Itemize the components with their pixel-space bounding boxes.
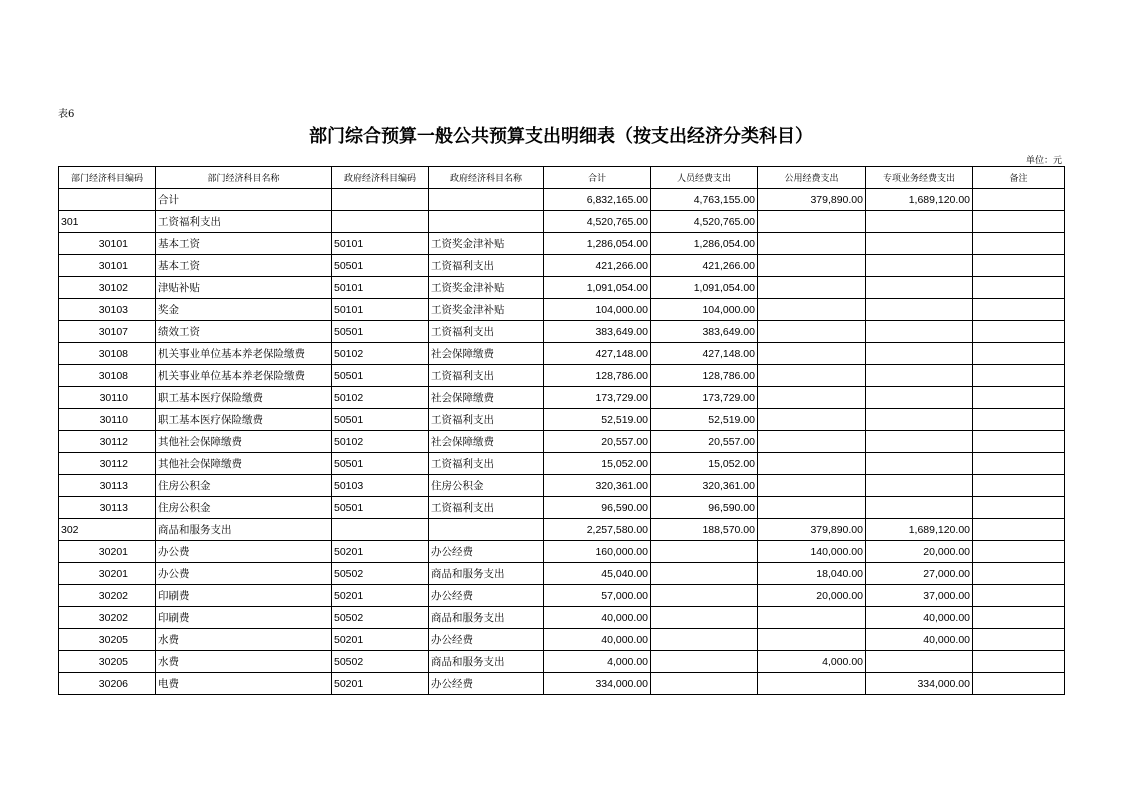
personnel-cell	[651, 607, 758, 629]
gov-code-cell	[332, 211, 429, 233]
personnel-cell	[651, 563, 758, 585]
total-cell: 15,052.00	[544, 453, 651, 475]
dept-name-cell: 合计	[156, 189, 332, 211]
public-cell	[758, 211, 866, 233]
personnel-cell: 96,590.00	[651, 497, 758, 519]
special-cell	[866, 255, 973, 277]
gov-name-cell: 办公经费	[429, 673, 544, 695]
special-cell: 1,689,120.00	[866, 189, 973, 211]
dept-code-cell: 30102	[59, 277, 156, 299]
special-cell	[866, 409, 973, 431]
dept-code-cell: 30110	[59, 387, 156, 409]
gov-code-cell: 50101	[332, 233, 429, 255]
gov-code-cell: 50501	[332, 453, 429, 475]
gov-code-cell: 50101	[332, 277, 429, 299]
column-header: 政府经济科目编码	[332, 167, 429, 189]
dept-code-cell: 30112	[59, 453, 156, 475]
note-cell	[973, 607, 1065, 629]
personnel-cell	[651, 585, 758, 607]
table-row	[59, 607, 1065, 629]
special-cell	[866, 277, 973, 299]
personnel-cell	[651, 541, 758, 563]
table-number: 表6	[58, 109, 75, 120]
gov-name-cell: 办公经费	[429, 629, 544, 651]
gov-code-cell: 50201	[332, 629, 429, 651]
personnel-cell: 421,266.00	[651, 255, 758, 277]
note-cell	[973, 541, 1065, 563]
dept-code-cell: 30205	[59, 651, 156, 673]
gov-name-cell: 工资福利支出	[429, 255, 544, 277]
dept-name-cell: 其他社会保障缴费	[156, 453, 332, 475]
public-cell: 379,890.00	[758, 189, 866, 211]
dept-name-cell: 住房公积金	[156, 475, 332, 497]
personnel-cell	[651, 629, 758, 651]
public-cell	[758, 343, 866, 365]
note-cell	[973, 497, 1065, 519]
column-header: 专项业务经费支出	[866, 167, 973, 189]
gov-code-cell: 50502	[332, 563, 429, 585]
personnel-cell: 1,091,054.00	[651, 277, 758, 299]
table-row	[59, 519, 1065, 541]
gov-code-cell: 50501	[332, 255, 429, 277]
public-cell: 379,890.00	[758, 519, 866, 541]
gov-code-cell	[332, 519, 429, 541]
table-row	[59, 321, 1065, 343]
dept-name-cell: 印刷费	[156, 607, 332, 629]
gov-name-cell: 商品和服务支出	[429, 651, 544, 673]
table-row	[59, 585, 1065, 607]
special-cell	[866, 299, 973, 321]
dept-code-cell: 30112	[59, 431, 156, 453]
total-cell: 57,000.00	[544, 585, 651, 607]
dept-name-cell: 办公费	[156, 563, 332, 585]
total-cell: 20,557.00	[544, 431, 651, 453]
column-header: 公用经费支出	[758, 167, 866, 189]
total-cell: 6,832,165.00	[544, 189, 651, 211]
gov-name-cell: 住房公积金	[429, 475, 544, 497]
public-cell	[758, 629, 866, 651]
personnel-cell: 20,557.00	[651, 431, 758, 453]
gov-name-cell: 工资奖金津补贴	[429, 299, 544, 321]
table-row	[59, 431, 1065, 453]
gov-name-cell: 工资福利支出	[429, 409, 544, 431]
personnel-cell: 173,729.00	[651, 387, 758, 409]
dept-name-cell: 机关事业单位基本养老保险缴费	[156, 365, 332, 387]
table-row	[59, 629, 1065, 651]
dept-code-cell: 30201	[59, 541, 156, 563]
personnel-cell: 128,786.00	[651, 365, 758, 387]
total-cell: 96,590.00	[544, 497, 651, 519]
public-cell	[758, 673, 866, 695]
note-cell	[973, 277, 1065, 299]
dept-name-cell: 工资福利支出	[156, 211, 332, 233]
special-cell: 37,000.00	[866, 585, 973, 607]
public-cell	[758, 607, 866, 629]
dept-code-cell	[59, 189, 156, 211]
gov-name-cell: 社会保障缴费	[429, 387, 544, 409]
gov-name-cell: 商品和服务支出	[429, 607, 544, 629]
public-cell	[758, 321, 866, 343]
special-cell	[866, 233, 973, 255]
note-cell	[973, 585, 1065, 607]
gov-name-cell: 工资奖金津补贴	[429, 233, 544, 255]
column-header: 人员经费支出	[651, 167, 758, 189]
table-row	[59, 541, 1065, 563]
table-row	[59, 673, 1065, 695]
table-row	[59, 255, 1065, 277]
public-cell	[758, 431, 866, 453]
note-cell	[973, 563, 1065, 585]
gov-name-cell	[429, 211, 544, 233]
dept-name-cell: 奖金	[156, 299, 332, 321]
public-cell	[758, 453, 866, 475]
gov-name-cell: 社会保障缴费	[429, 431, 544, 453]
gov-code-cell: 50501	[332, 321, 429, 343]
note-cell	[973, 673, 1065, 695]
page-title: 部门综合预算一般公共预算支出明细表（按支出经济分类科目）	[309, 126, 813, 147]
dept-code-cell: 30107	[59, 321, 156, 343]
unit-label: 单位：元	[1025, 156, 1062, 166]
personnel-cell: 1,286,054.00	[651, 233, 758, 255]
total-cell: 45,040.00	[544, 563, 651, 585]
table-row	[59, 497, 1065, 519]
dept-name-cell: 水费	[156, 651, 332, 673]
special-cell	[866, 321, 973, 343]
table-row	[59, 299, 1065, 321]
dept-name-cell: 商品和服务支出	[156, 519, 332, 541]
public-cell: 140,000.00	[758, 541, 866, 563]
personnel-cell: 15,052.00	[651, 453, 758, 475]
gov-code-cell: 50201	[332, 673, 429, 695]
gov-code-cell: 50103	[332, 475, 429, 497]
dept-code-cell: 30202	[59, 585, 156, 607]
note-cell	[973, 409, 1065, 431]
public-cell	[758, 365, 866, 387]
dept-code-cell: 30110	[59, 409, 156, 431]
public-cell	[758, 255, 866, 277]
total-cell: 160,000.00	[544, 541, 651, 563]
total-cell: 1,286,054.00	[544, 233, 651, 255]
gov-name-cell	[429, 189, 544, 211]
special-cell	[866, 651, 973, 673]
gov-code-cell: 50101	[332, 299, 429, 321]
dept-code-cell: 30205	[59, 629, 156, 651]
special-cell: 20,000.00	[866, 541, 973, 563]
dept-name-cell: 职工基本医疗保险缴费	[156, 387, 332, 409]
note-cell	[973, 211, 1065, 233]
dept-name-cell: 职工基本医疗保险缴费	[156, 409, 332, 431]
column-header: 部门经济科目编码	[59, 167, 156, 189]
dept-code-cell: 301	[59, 211, 156, 233]
gov-code-cell: 50102	[332, 431, 429, 453]
personnel-cell: 188,570.00	[651, 519, 758, 541]
public-cell: 18,040.00	[758, 563, 866, 585]
note-cell	[973, 431, 1065, 453]
table-row	[59, 211, 1065, 233]
note-cell	[973, 189, 1065, 211]
personnel-cell: 52,519.00	[651, 409, 758, 431]
dept-code-cell: 30101	[59, 255, 156, 277]
special-cell: 334,000.00	[866, 673, 973, 695]
gov-name-cell: 工资福利支出	[429, 497, 544, 519]
gov-name-cell: 社会保障缴费	[429, 343, 544, 365]
dept-code-cell: 30101	[59, 233, 156, 255]
personnel-cell: 383,649.00	[651, 321, 758, 343]
column-header: 政府经济科目名称	[429, 167, 544, 189]
public-cell: 20,000.00	[758, 585, 866, 607]
table-row	[59, 343, 1065, 365]
total-cell: 320,361.00	[544, 475, 651, 497]
note-cell	[973, 233, 1065, 255]
total-cell: 427,148.00	[544, 343, 651, 365]
public-cell	[758, 497, 866, 519]
dept-name-cell: 机关事业单位基本养老保险缴费	[156, 343, 332, 365]
special-cell	[866, 497, 973, 519]
public-cell	[758, 409, 866, 431]
gov-name-cell: 办公经费	[429, 585, 544, 607]
gov-code-cell: 50201	[332, 541, 429, 563]
table-row	[59, 189, 1065, 211]
table-row	[59, 233, 1065, 255]
dept-code-cell: 302	[59, 519, 156, 541]
public-cell: 4,000.00	[758, 651, 866, 673]
note-cell	[973, 629, 1065, 651]
total-cell: 4,520,765.00	[544, 211, 651, 233]
special-cell: 40,000.00	[866, 607, 973, 629]
note-cell	[973, 365, 1065, 387]
gov-code-cell: 50502	[332, 651, 429, 673]
dept-name-cell: 绩效工资	[156, 321, 332, 343]
total-cell: 421,266.00	[544, 255, 651, 277]
gov-code-cell: 50102	[332, 343, 429, 365]
special-cell	[866, 475, 973, 497]
total-cell: 2,257,580.00	[544, 519, 651, 541]
dept-code-cell: 30201	[59, 563, 156, 585]
gov-name-cell: 办公经费	[429, 541, 544, 563]
gov-code-cell: 50501	[332, 365, 429, 387]
table-row	[59, 475, 1065, 497]
gov-name-cell: 工资奖金津补贴	[429, 277, 544, 299]
special-cell	[866, 365, 973, 387]
dept-code-cell: 30202	[59, 607, 156, 629]
special-cell	[866, 453, 973, 475]
total-cell: 104,000.00	[544, 299, 651, 321]
total-cell: 383,649.00	[544, 321, 651, 343]
total-cell: 1,091,054.00	[544, 277, 651, 299]
column-header: 合计	[544, 167, 651, 189]
header-row	[59, 167, 1065, 189]
note-cell	[973, 453, 1065, 475]
column-header: 部门经济科目名称	[156, 167, 332, 189]
gov-name-cell: 工资福利支出	[429, 365, 544, 387]
gov-code-cell: 50201	[332, 585, 429, 607]
dept-name-cell: 办公费	[156, 541, 332, 563]
dept-code-cell: 30108	[59, 365, 156, 387]
total-cell: 40,000.00	[544, 629, 651, 651]
gov-name-cell: 工资福利支出	[429, 453, 544, 475]
table-row	[59, 563, 1065, 585]
gov-code-cell: 50501	[332, 409, 429, 431]
dept-code-cell: 30206	[59, 673, 156, 695]
dept-code-cell: 30108	[59, 343, 156, 365]
table-row	[59, 453, 1065, 475]
personnel-cell: 4,763,155.00	[651, 189, 758, 211]
gov-name-cell: 工资福利支出	[429, 321, 544, 343]
dept-name-cell: 基本工资	[156, 255, 332, 277]
special-cell: 27,000.00	[866, 563, 973, 585]
gov-code-cell: 50502	[332, 607, 429, 629]
personnel-cell: 4,520,765.00	[651, 211, 758, 233]
dept-name-cell: 津贴补贴	[156, 277, 332, 299]
column-header: 备注	[973, 167, 1065, 189]
dept-name-cell: 电费	[156, 673, 332, 695]
table-row	[59, 365, 1065, 387]
table-row	[59, 277, 1065, 299]
total-cell: 40,000.00	[544, 607, 651, 629]
public-cell	[758, 299, 866, 321]
table-row	[59, 387, 1065, 409]
dept-code-cell: 30113	[59, 497, 156, 519]
gov-name-cell: 商品和服务支出	[429, 563, 544, 585]
personnel-cell	[651, 673, 758, 695]
note-cell	[973, 299, 1065, 321]
special-cell: 40,000.00	[866, 629, 973, 651]
personnel-cell	[651, 651, 758, 673]
note-cell	[973, 651, 1065, 673]
gov-name-cell	[429, 519, 544, 541]
public-cell	[758, 233, 866, 255]
budget-table	[58, 166, 1065, 695]
special-cell	[866, 211, 973, 233]
dept-name-cell: 水费	[156, 629, 332, 651]
gov-code-cell: 50102	[332, 387, 429, 409]
note-cell	[973, 343, 1065, 365]
dept-name-cell: 其他社会保障缴费	[156, 431, 332, 453]
dept-name-cell: 印刷费	[156, 585, 332, 607]
personnel-cell: 427,148.00	[651, 343, 758, 365]
public-cell	[758, 475, 866, 497]
special-cell	[866, 387, 973, 409]
table-row	[59, 409, 1065, 431]
note-cell	[973, 519, 1065, 541]
public-cell	[758, 387, 866, 409]
total-cell: 334,000.00	[544, 673, 651, 695]
note-cell	[973, 387, 1065, 409]
dept-name-cell: 基本工资	[156, 233, 332, 255]
gov-code-cell	[332, 189, 429, 211]
personnel-cell: 104,000.00	[651, 299, 758, 321]
dept-code-cell: 30113	[59, 475, 156, 497]
dept-code-cell: 30103	[59, 299, 156, 321]
dept-name-cell: 住房公积金	[156, 497, 332, 519]
gov-code-cell: 50501	[332, 497, 429, 519]
special-cell	[866, 431, 973, 453]
total-cell: 173,729.00	[544, 387, 651, 409]
total-cell: 4,000.00	[544, 651, 651, 673]
total-cell: 128,786.00	[544, 365, 651, 387]
total-cell: 52,519.00	[544, 409, 651, 431]
table-row	[59, 651, 1065, 673]
note-cell	[973, 475, 1065, 497]
special-cell: 1,689,120.00	[866, 519, 973, 541]
public-cell	[758, 277, 866, 299]
note-cell	[973, 255, 1065, 277]
personnel-cell: 320,361.00	[651, 475, 758, 497]
special-cell	[866, 343, 973, 365]
note-cell	[973, 321, 1065, 343]
